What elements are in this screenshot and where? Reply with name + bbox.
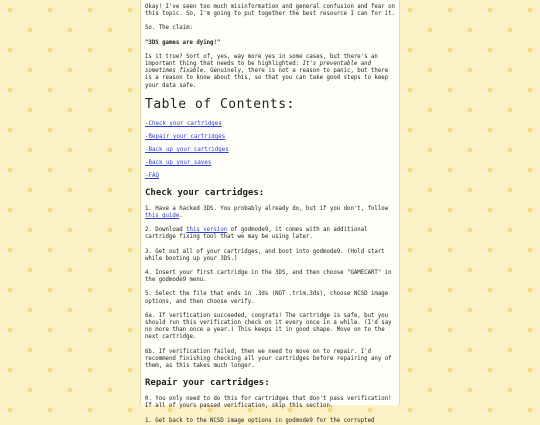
check-step-1-end: . [179, 213, 183, 220]
check-step-2 [145, 227, 395, 241]
toc-link-backup-saves[interactable]: -Back up your saves [145, 159, 212, 166]
intro-p3-end: Genuinely, there is not a reason to panic, but there is a reason to know about this, so that you can take good steps to keep your data safe. [145, 68, 389, 89]
check-step-2-end: of godmode9, it comes with an additional cartridge fixing tool that we may be using later. [145, 227, 368, 241]
repair-step-0: 0. You only need to do this for cartridges that don't pass verification! If all of yours passed verification, skip this section. [145, 396, 392, 410]
check-step-3: 3. Get out all of your cartridges, and boot into godmode9. (Hold start while booting up your 3DS.) [145, 248, 385, 262]
check-step-2-text: 2. Download [145, 227, 187, 234]
repair-heading: Repair your cartridges: [145, 378, 270, 389]
intro-paragraph-1: Okay! I've seen too much misinformation and general confusion and fear on this topic. So, I'm going to put together the best resource I can for it. [145, 4, 395, 18]
toc-link-backup-cartridges[interactable]: -Back up your cartridges [145, 146, 229, 153]
intro-p3-start: Is it true? Sort of, yes, way more yes in some cases, but there's an important thing that needs to be highlighted: [145, 53, 378, 68]
toc-title: Table of Contents: [145, 96, 295, 112]
check-step-6b: 6b. If verification failed, then we need to move on to repair. I'd recommend finishing checking all your cartridges before repairing any of them, as this takes much longer. [145, 348, 392, 370]
toc-link-repair[interactable]: -Repair your cartridges [145, 133, 226, 140]
guide-link[interactable]: this guide [145, 213, 180, 220]
check-heading: Check your cartridges: [145, 187, 265, 198]
repair-step-1: 1. Get back to the NCSD image options in godmode9 for the corrupted [145, 417, 375, 424]
intro-p3-emphasis: It's preventable and sometimes fixable. [145, 61, 371, 75]
check-step-6a: 6a. If verification succeeded, congrats! The cartridge is safe, but you should run this verification check on it every once in a while. (I'd say no more than once a year.) This keeps it in good shape. Move on to the next cartridge. [145, 312, 392, 341]
toc-link-faq[interactable]: -FAQ [145, 172, 159, 179]
article-page [140, 0, 400, 424]
check-step-5: 5. Select the file that ends in .3ds (NOT .trim.3ds), choose NCSD image options, and then choose verify. [145, 291, 389, 305]
intro-paragraph-3 [145, 54, 395, 90]
toc-link-check[interactable]: -Check your cartridges [145, 120, 222, 127]
claim-text: "3DS games are dying!" [145, 39, 221, 46]
check-step-1 [145, 206, 395, 220]
godmode9-version-link[interactable]: this version [186, 227, 228, 234]
check-step-1-text: 1. Have a hacked 3DS. You probably already do, but if you don't, follow [145, 205, 389, 212]
intro-paragraph-2: So. The claim: [145, 25, 193, 32]
check-step-4: 4. Insert your first cartridge in the 3DS, and then choose "GAMECART" in the godmode9 menu. [145, 270, 392, 284]
